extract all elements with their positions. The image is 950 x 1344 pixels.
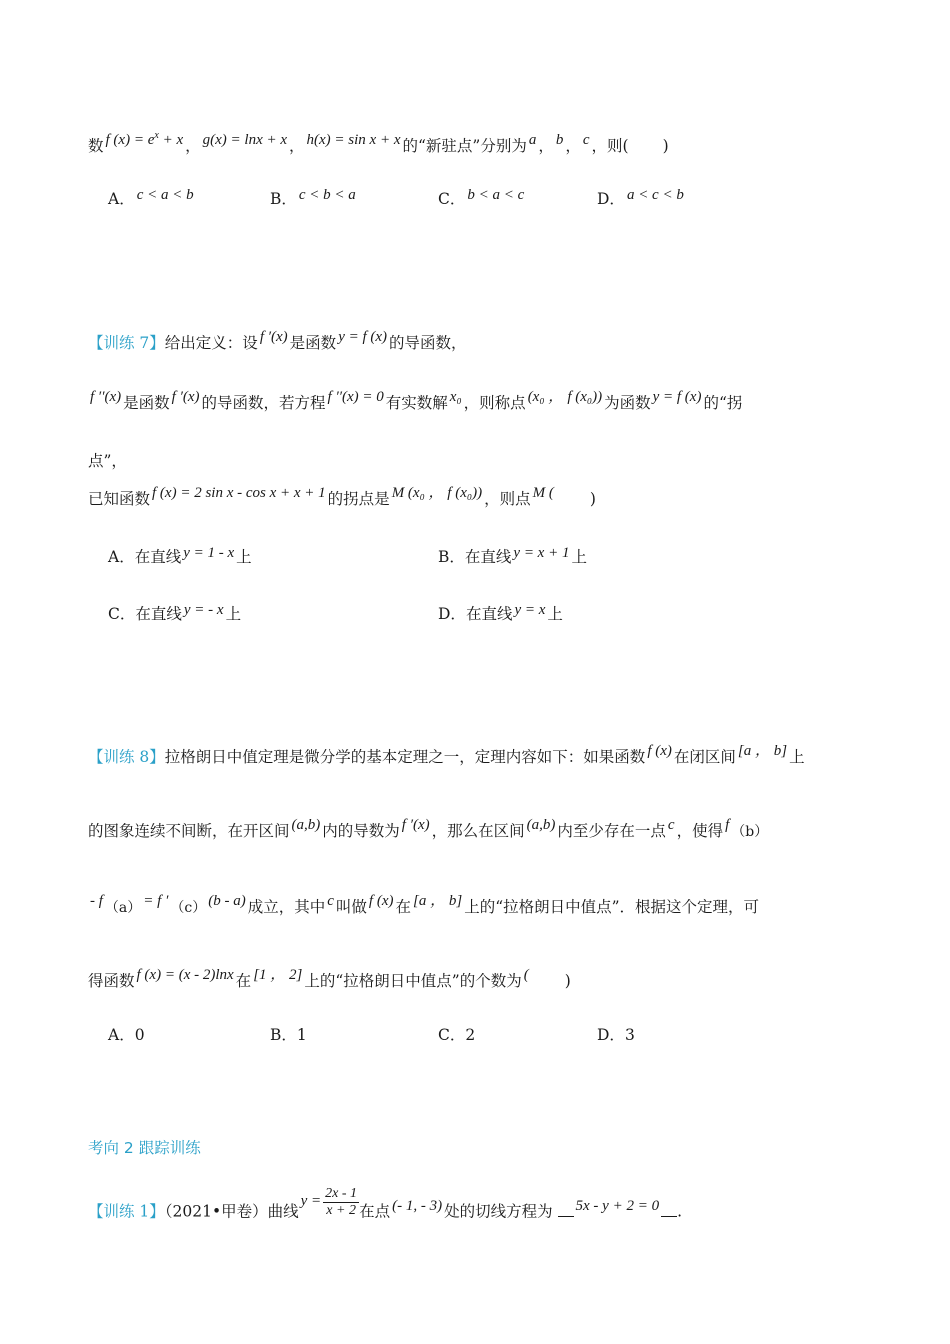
sep: ， [565, 137, 581, 155]
text: 是函数 [289, 334, 337, 352]
math: = f ′ [143, 893, 169, 909]
text: ) [589, 490, 596, 508]
q8-option-c[interactable] [438, 1024, 475, 1046]
q6-stem [88, 132, 890, 158]
text: 为函数 [604, 394, 651, 412]
option-expr: y = - x [183, 602, 224, 618]
option-text: 在直线 [465, 605, 513, 623]
q6-option-b[interactable] [270, 188, 358, 211]
text: 在 [235, 972, 252, 990]
question-tag: 【训练 8】 [88, 748, 165, 766]
text: 的导函数， [389, 334, 467, 352]
math: [a ， b] [413, 893, 463, 909]
math: (a,b) [526, 817, 556, 833]
text: ，则点 [484, 490, 531, 508]
option-text: 上 [225, 605, 242, 623]
option-label: C． [438, 1026, 466, 1044]
math-f: f $(x) = e^x + x$ [105, 130, 184, 148]
math: f (x) [368, 893, 394, 909]
math: y = f (x) [652, 389, 702, 405]
q8-line-1 [88, 743, 890, 769]
q8-line-2 [88, 817, 890, 843]
option-label: B． [270, 1026, 297, 1044]
math: f ′(x) [171, 389, 200, 405]
math: (b - a) [208, 893, 246, 909]
var-a: a [528, 132, 537, 148]
math: x₀ [449, 389, 462, 405]
math: [a ， b] [737, 743, 788, 759]
question-tag: 【训练 7】 [88, 334, 165, 352]
text: 上 [789, 748, 805, 766]
option-expr: y = x [514, 602, 546, 618]
text: . [677, 1202, 683, 1221]
math: f (x) = (x - 2)lnx [136, 967, 234, 983]
math: f ′′(x) = 0 [327, 389, 384, 405]
option-expr: c < b < a [298, 187, 356, 203]
answer-blank [661, 1206, 677, 1217]
text: 点”， [88, 452, 127, 470]
text: （2021•甲卷）曲线 [164, 1202, 299, 1221]
option-label: D． [438, 605, 466, 623]
numerator: 2x - 1 [325, 1186, 358, 1201]
option-expr: y = 1 - x [183, 545, 235, 561]
sep: ， [185, 137, 201, 155]
fraction [323, 1186, 359, 1219]
text: 处的切线方程为 [444, 1202, 553, 1221]
math: (x₀ ， [527, 389, 564, 405]
text: 有实数解 [385, 394, 448, 412]
option-label: D． [597, 1026, 625, 1044]
option-expr: 3 [624, 1026, 635, 1044]
text: 的拐点是 [327, 490, 390, 508]
option-text: 在直线 [135, 605, 182, 623]
math: f [725, 817, 730, 833]
option-label: D． [597, 190, 625, 208]
var-b: b [555, 132, 564, 148]
math: [1 ， 2] [253, 967, 303, 983]
sep: ， [289, 137, 305, 155]
text: 上的“拉格朗日中值点”．根据这个定理，可 [464, 898, 760, 916]
math: (a,b) [291, 817, 321, 833]
q7-line-1 [88, 329, 890, 355]
q8-option-a[interactable] [108, 1024, 145, 1046]
math: M ( [532, 485, 554, 501]
option-expr: c < a < b [136, 187, 194, 203]
q8-option-b[interactable] [270, 1024, 307, 1046]
q6-close: ) [662, 137, 669, 155]
q6-end: ，则( [591, 137, 629, 155]
option-expr: b < a < c [467, 187, 525, 203]
option-text: 上 [571, 548, 587, 566]
option-expr: a < c < b [626, 187, 684, 203]
q1-line [88, 1186, 890, 1229]
option-label: A． [108, 190, 135, 208]
text: 在 [395, 898, 411, 916]
text: 给出定义：设 [164, 334, 258, 352]
option-text: 上 [547, 605, 563, 623]
math: M (x₀ ， f (x₀)) [391, 485, 483, 501]
text: ，使得 [676, 822, 724, 840]
text: 拉格朗日中值定理是微分学的基本定理之一，定理内容如下：如果函数 [164, 748, 646, 766]
q7-line-3 [88, 450, 890, 472]
q6-option-c[interactable] [438, 188, 526, 211]
text: 的图象连续不间断，在开区间 [88, 822, 290, 840]
text: 得函数 [88, 972, 135, 990]
text: （b） [731, 824, 769, 840]
q7-line-4 [88, 485, 890, 511]
math: ( [523, 967, 529, 983]
option-label: B． [270, 190, 297, 208]
math: c [667, 817, 675, 833]
text: 在闭区间 [673, 748, 736, 766]
math: y = f (x) [338, 329, 388, 345]
option-expr: 1 [296, 1026, 307, 1044]
q8-line-4 [88, 967, 890, 993]
text: ，那么在区间 [431, 822, 525, 840]
math: y = [300, 1192, 322, 1209]
option-text: 在直线 [134, 548, 182, 566]
option-expr: 2 [465, 1026, 476, 1044]
sep: ， [538, 137, 554, 155]
option-expr: 0 [134, 1026, 145, 1044]
q6-mid: 的“新驻点”分别为 [402, 137, 527, 155]
text: （c） [170, 900, 207, 916]
option-label: A． [108, 548, 135, 566]
text: 上的“拉格朗日中值点”的个数为 [304, 972, 522, 990]
math-g: g(x) = lnx + x [202, 132, 287, 148]
option-label: A． [108, 1026, 135, 1044]
text: 的“拐 [703, 394, 743, 412]
q8-line-3 [88, 893, 890, 919]
q7-option-c[interactable] [108, 603, 241, 626]
text: ，则称点 [463, 394, 526, 412]
q7-option-a[interactable] [108, 546, 252, 569]
math: f ′′(x) [90, 389, 122, 405]
math: f (x) [647, 743, 672, 759]
math: (- 1, - 3) [392, 1197, 443, 1214]
text: 成立，其中 [247, 898, 326, 916]
q6-prefix: 数 [88, 137, 104, 155]
text: 内的导数为 [322, 822, 400, 840]
q8-option-d[interactable] [597, 1024, 635, 1046]
q6-option-d[interactable] [597, 188, 686, 211]
math: f ′(x) [401, 817, 430, 833]
question-tag: 【训练 1】 [88, 1202, 165, 1221]
answer-blank [558, 1206, 574, 1217]
text: 叫做 [335, 898, 367, 916]
math-h: h(x) = sin x + x [306, 132, 401, 148]
math: f (x) = 2 sin x - cos x + x + 1 [152, 485, 326, 501]
text: 内至少存在一点 [557, 822, 666, 840]
text: ) [564, 972, 571, 990]
q7-option-d[interactable] [438, 603, 563, 626]
q7-line-2 [88, 389, 890, 415]
q7-option-b[interactable] [438, 546, 587, 569]
text: 是函数 [123, 394, 170, 412]
option-label: B． [438, 548, 465, 566]
option-expr: y = x + 1 [513, 545, 570, 561]
math: c [327, 893, 334, 909]
text: 已知函数 [88, 490, 151, 508]
var-c: c [582, 132, 590, 148]
math: - f [90, 893, 103, 909]
q6-option-a[interactable] [108, 188, 196, 211]
text: 在点 [359, 1202, 391, 1221]
option-label: C． [438, 190, 466, 208]
text: 的导函数，若方程 [201, 394, 326, 412]
math: f (x₀)) [567, 389, 603, 405]
section-heading: 考向 2 跟踪训练 [88, 1139, 201, 1157]
text: （a） [104, 900, 142, 916]
option-text: 上 [236, 548, 252, 566]
answer: 5x - y + 2 = 0 [575, 1197, 660, 1214]
option-label: C． [108, 605, 136, 623]
math: f ′(x) [259, 329, 288, 345]
option-text: 在直线 [464, 548, 512, 566]
denominator: x + 2 [326, 1203, 356, 1218]
